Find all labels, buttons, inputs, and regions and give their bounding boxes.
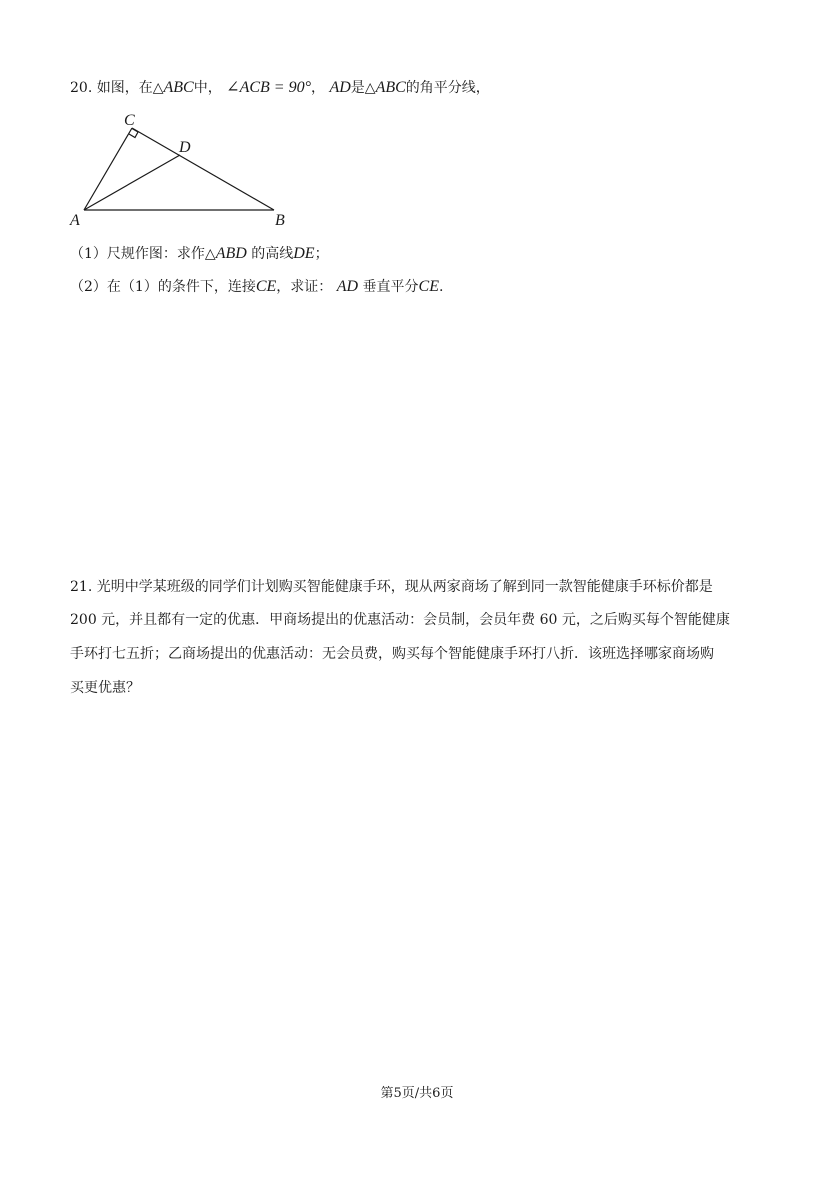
part-1-prefix: （1）尺规作图：求作△ — [70, 246, 216, 262]
triangle-abc-2: ABC — [375, 79, 406, 96]
problem-20-comma: ， — [311, 80, 325, 96]
triangle-figure — [62, 108, 302, 230]
part-1-end: ； — [314, 246, 329, 262]
problem-20-intro — [70, 79, 490, 97]
part-2-mid-2: 垂直平分 — [362, 279, 419, 295]
segment-ce: CE — [255, 278, 277, 295]
label-c: C — [124, 112, 135, 129]
problem-20-intro-text: 如图，在△ — [96, 80, 164, 96]
segment-ad-2: AD — [336, 278, 359, 295]
problem-21-line-2: 200 元，并且都有一定的优惠．甲商场提出的优惠活动：会员制，会员年费 60 元，之后购买每个智能健康 — [70, 612, 730, 628]
problem-21-line-4: 买更优惠？ — [70, 680, 140, 696]
segment-ce-2: CE — [418, 278, 439, 295]
problem-21-line-3: 手环打七五折；乙商场提出的优惠活动：无会员费，购买每个智能健康手环打八折．该班选择哪家商场购 — [70, 646, 714, 662]
part-2-end: . — [438, 279, 444, 295]
problem-20-part-1 — [70, 245, 329, 263]
problem-21-line-1: 21. 光明中学某班级的同学们计划购买智能健康手环，现从两家商场了解到同一款智能健康手环标价都是 — [70, 579, 713, 595]
label-d: D — [179, 139, 191, 156]
problem-20-intro-is: 是△ — [350, 80, 376, 96]
label-a: A — [70, 212, 80, 229]
problem-20-intro-end: 的角平分线， — [405, 80, 490, 96]
part-2-prefix: （2）在（1）的条件下，连接 — [70, 279, 256, 295]
page-number: 第5页/共6页 — [380, 1086, 454, 1101]
segment-cb — [132, 128, 274, 210]
problem-20-number: 20. — [70, 80, 93, 96]
segment-ad: AD — [329, 79, 351, 96]
segment-ad-line — [84, 155, 180, 210]
part-1-mid: 的高线 — [251, 246, 294, 262]
part-2-mid: ，求证： — [276, 279, 333, 295]
segment-ca — [84, 128, 132, 210]
triangle-abc: ABC — [163, 79, 194, 96]
problem-20-part-2 — [70, 278, 443, 296]
angle-acb: ∠ACB = 90° — [226, 79, 311, 96]
problem-20-intro-mid: 中， — [193, 80, 222, 96]
segment-de: DE — [293, 245, 315, 262]
label-b: B — [275, 212, 285, 229]
triangle-abd: ABD — [215, 245, 247, 262]
